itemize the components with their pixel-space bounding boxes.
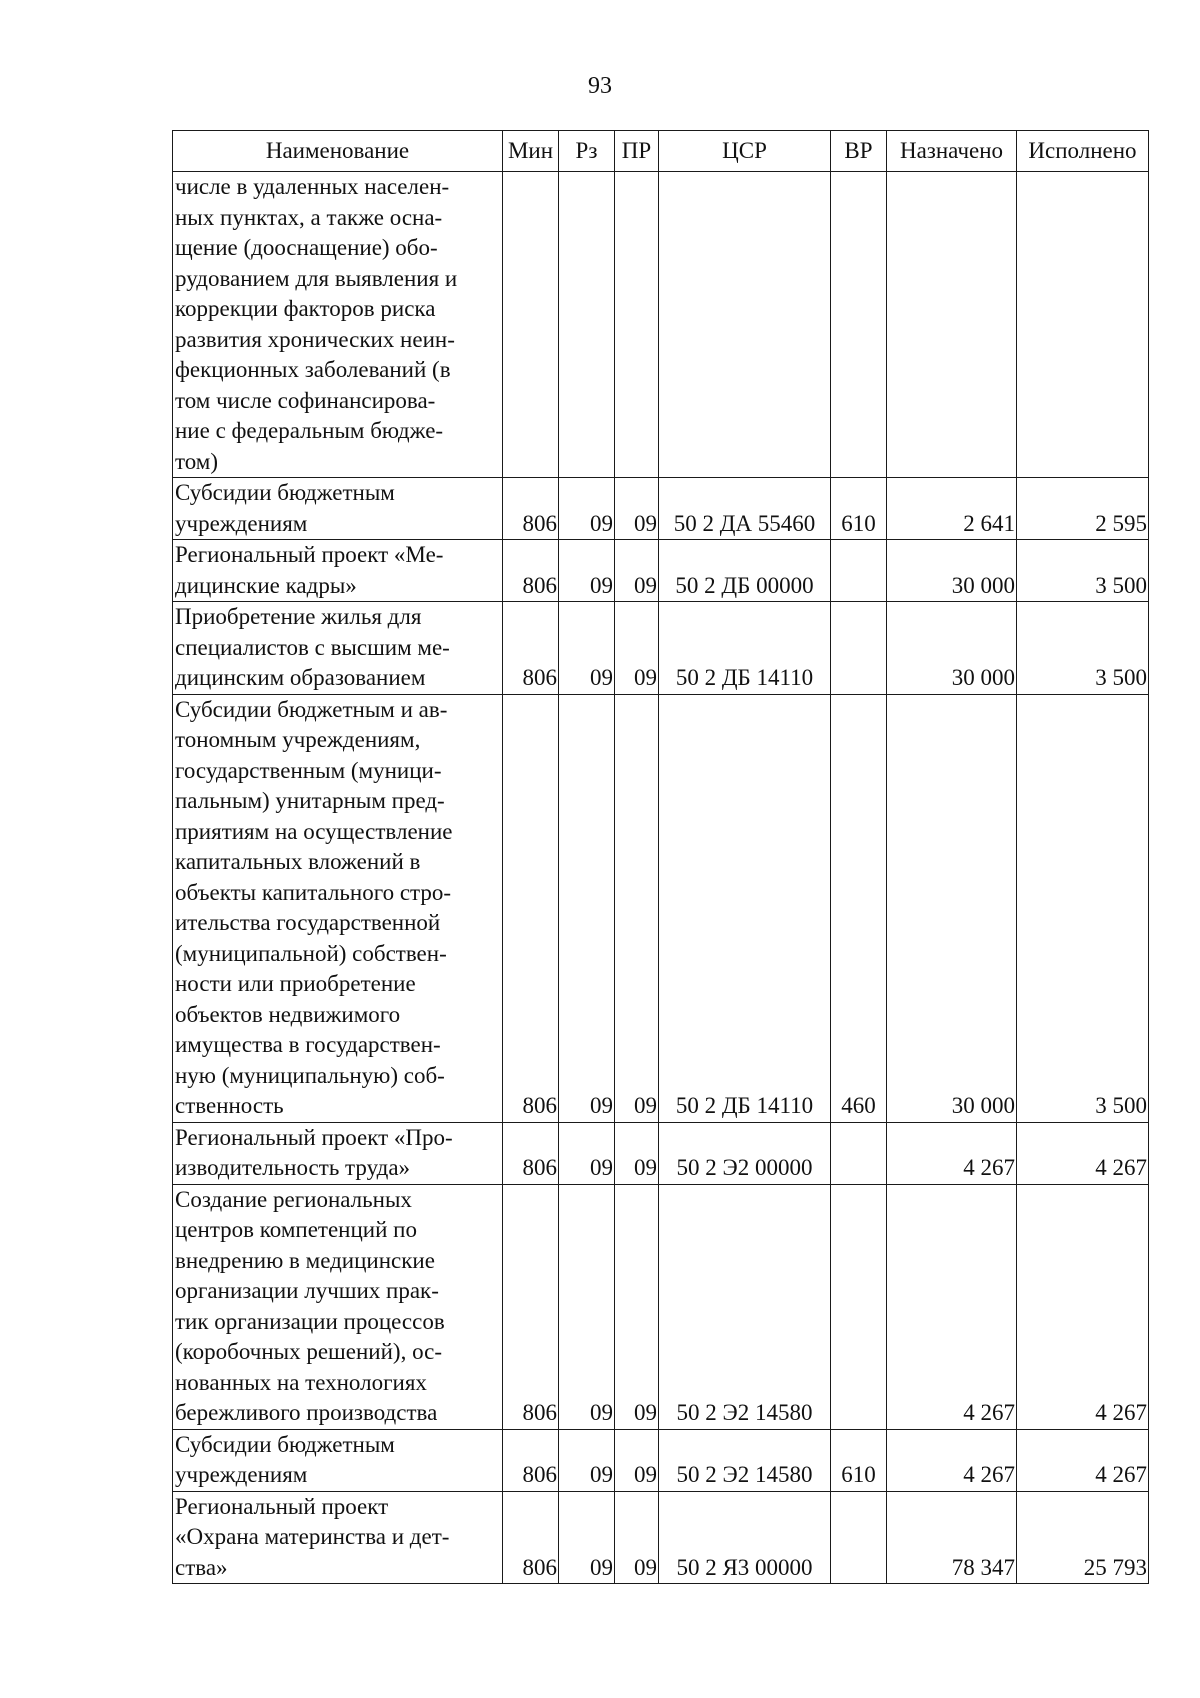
cell-name: числе в удаленных населен- ных пунктах, а также осна- щение (дооснащение) обо- рудованием для выявления и коррекции факторов риска развития хронических неин- фекционных заболеваний (в том числе софинансирова- ние с федеральным бюдже- том) — [173, 172, 503, 478]
cell-pr: 09 — [615, 602, 659, 695]
cell-assigned: 4 267 — [887, 1122, 1017, 1184]
cell-min: 806 — [503, 694, 559, 1122]
cell-pr: 09 — [615, 1491, 659, 1584]
cell-min: 806 — [503, 478, 559, 540]
cell-vr: 460 — [831, 694, 887, 1122]
table-row — [173, 478, 1149, 540]
cell-rz: 09 — [559, 602, 615, 695]
cell-csr: 50 2 Э2 14580 — [659, 1184, 831, 1429]
cell-min: 806 — [503, 1491, 559, 1584]
cell-assigned — [887, 172, 1017, 478]
cell-executed: 25 793 — [1017, 1491, 1149, 1584]
cell-executed — [1017, 172, 1149, 478]
cell-executed: 3 500 — [1017, 602, 1149, 695]
header-min: Мин — [503, 131, 559, 172]
header-csr: ЦСР — [659, 131, 831, 172]
table-row — [173, 1491, 1149, 1584]
cell-name: Региональный проект «Ме- дицинские кадры» — [173, 540, 503, 602]
cell-pr: 09 — [615, 478, 659, 540]
cell-vr — [831, 1491, 887, 1584]
cell-name: Региональный проект «Охрана материнства и дет- ства» — [173, 1491, 503, 1584]
header-vr: ВР — [831, 131, 887, 172]
cell-pr: 09 — [615, 1184, 659, 1429]
cell-rz: 09 — [559, 1122, 615, 1184]
cell-csr: 50 2 ДБ 14110 — [659, 694, 831, 1122]
cell-csr: 50 2 Э2 00000 — [659, 1122, 831, 1184]
table-row — [173, 694, 1149, 1122]
cell-name: Субсидии бюджетным учреждениям — [173, 1429, 503, 1491]
cell-csr: 50 2 ДА 55460 — [659, 478, 831, 540]
cell-pr: 09 — [615, 1429, 659, 1491]
cell-csr: 50 2 Я3 00000 — [659, 1491, 831, 1584]
table-header-row — [173, 131, 1149, 172]
cell-rz: 09 — [559, 540, 615, 602]
table-row — [173, 1429, 1149, 1491]
cell-csr: 50 2 ДБ 14110 — [659, 602, 831, 695]
cell-min: 806 — [503, 1122, 559, 1184]
cell-assigned: 4 267 — [887, 1184, 1017, 1429]
cell-pr: 09 — [615, 694, 659, 1122]
cell-rz: 09 — [559, 1429, 615, 1491]
cell-min: 806 — [503, 540, 559, 602]
cell-vr — [831, 1184, 887, 1429]
cell-pr — [615, 172, 659, 478]
cell-vr — [831, 540, 887, 602]
cell-executed: 2 595 — [1017, 478, 1149, 540]
table-row — [173, 1184, 1149, 1429]
cell-executed: 3 500 — [1017, 540, 1149, 602]
cell-executed: 4 267 — [1017, 1429, 1149, 1491]
cell-vr — [831, 1122, 887, 1184]
cell-vr — [831, 172, 887, 478]
page-number: 93 — [588, 73, 612, 99]
cell-assigned: 2 641 — [887, 478, 1017, 540]
cell-pr: 09 — [615, 1122, 659, 1184]
cell-name: Региональный проект «Про- изводительность труда» — [173, 1122, 503, 1184]
cell-csr: 50 2 Э2 14580 — [659, 1429, 831, 1491]
cell-csr — [659, 172, 831, 478]
cell-vr: 610 — [831, 1429, 887, 1491]
cell-assigned: 30 000 — [887, 694, 1017, 1122]
cell-rz: 09 — [559, 478, 615, 540]
cell-name: Приобретение жилья для специалистов с высшим ме- дицинским образованием — [173, 602, 503, 695]
table-row — [173, 540, 1149, 602]
cell-rz — [559, 172, 615, 478]
cell-executed: 4 267 — [1017, 1122, 1149, 1184]
cell-executed: 3 500 — [1017, 694, 1149, 1122]
cell-min: 806 — [503, 1184, 559, 1429]
cell-name: Субсидии бюджетным и ав- тономным учреждениям, государственным (муници- пальным) унитарным пред- приятиям на осуществление капитальных вложений в объекты капитального стро- ительства государственной (муниципальной) собствен- ности или приобретение объектов недвижимого имущества в государствен- ную (муниципальную) соб- ственность — [173, 694, 503, 1122]
cell-pr: 09 — [615, 540, 659, 602]
table-row — [173, 172, 1149, 478]
cell-vr — [831, 602, 887, 695]
cell-rz: 09 — [559, 1184, 615, 1429]
header-assigned: Назначено — [887, 131, 1017, 172]
cell-rz: 09 — [559, 1491, 615, 1584]
cell-min: 806 — [503, 602, 559, 695]
cell-assigned: 30 000 — [887, 540, 1017, 602]
cell-min: 806 — [503, 1429, 559, 1491]
header-rz: Рз — [559, 131, 615, 172]
cell-name: Создание региональных центров компетенций по внедрению в медицинские организации лучших прак- тик организации процессов (коробочных решений), ос- нованных на технологиях бережливого производства — [173, 1184, 503, 1429]
cell-name: Субсидии бюджетным учреждениям — [173, 478, 503, 540]
cell-csr: 50 2 ДБ 00000 — [659, 540, 831, 602]
cell-assigned: 78 347 — [887, 1491, 1017, 1584]
header-pr: ПР — [615, 131, 659, 172]
header-name: Наименование — [173, 131, 503, 172]
cell-rz: 09 — [559, 694, 615, 1122]
budget-table — [172, 130, 1149, 1584]
cell-vr: 610 — [831, 478, 887, 540]
table-row — [173, 602, 1149, 695]
cell-assigned: 4 267 — [887, 1429, 1017, 1491]
header-executed: Исполнено — [1017, 131, 1149, 172]
cell-assigned: 30 000 — [887, 602, 1017, 695]
cell-min — [503, 172, 559, 478]
table-row — [173, 1122, 1149, 1184]
cell-executed: 4 267 — [1017, 1184, 1149, 1429]
